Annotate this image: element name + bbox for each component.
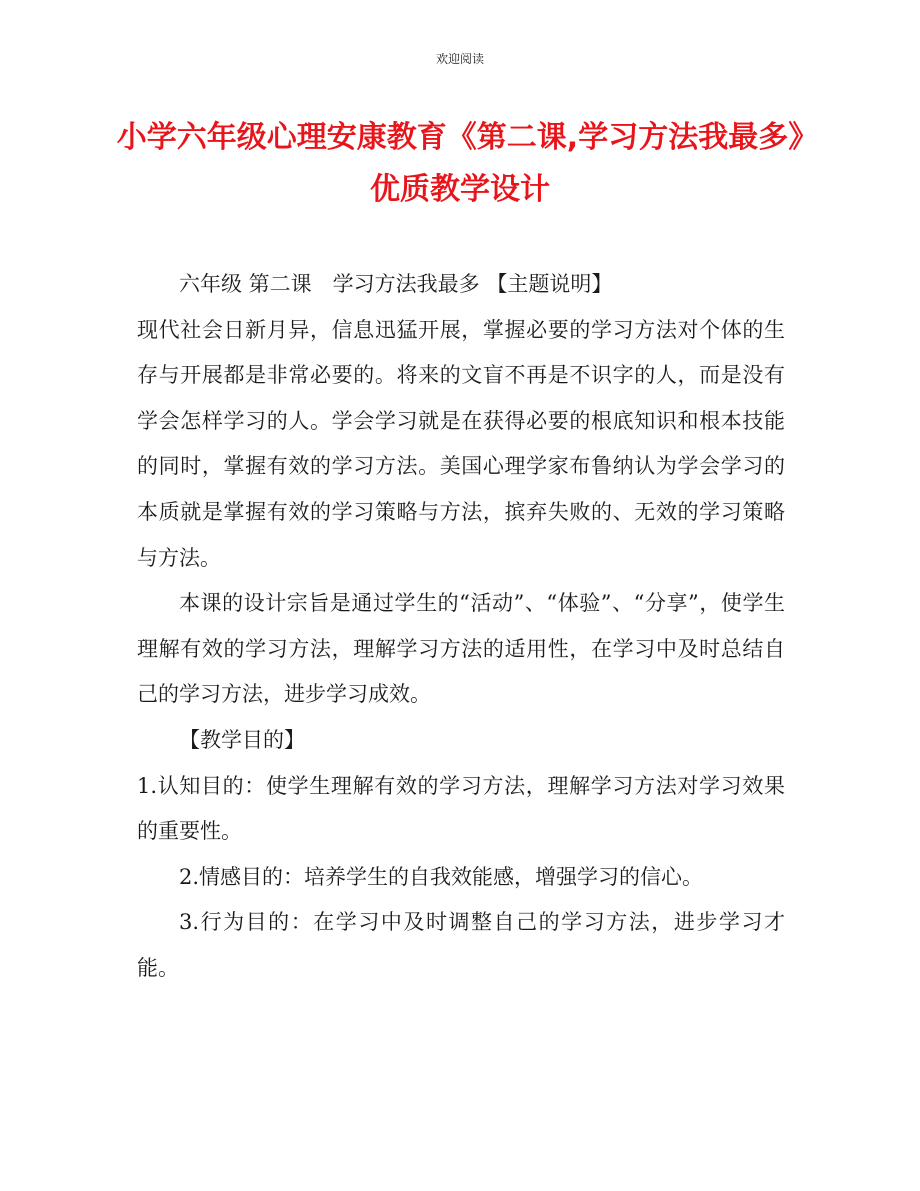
- theme-description-paragraph: 现代社会日新月异，信息迅猛开展，掌握必要的学习方法对个体的生存与开展都是非常必要的。将来的文盲不再是不识字的人，而是没有学会怎样学习的人。学会学习就是在获得必要的根底知识和根本技能的同时，掌握有效的学习方法。美国心理学家布鲁纳认为学会学习的本质就是掌握有效的学习策略与方法，摈弃失败的、无效的学习策略与方法。: [137, 317, 785, 570]
- document-title: 小学六年级心理安康教育《第二课,学习方法我最多》优质教学设计: [116, 120, 804, 207]
- design-purpose-paragraph: 本课的设计宗旨是通过学生的“活动”、“体验”、“分享”，使学生理解有效的学习方法，理解学习方法的适用性，在学习中及时总结自己的学习方法，进步学习成效。: [137, 591, 785, 707]
- header-note: 欢迎阅读: [435, 52, 484, 66]
- goal-cognitive: 1.认知目的：使学生理解有效的学习方法，理解学习方法对学习效果的重要性。: [137, 773, 785, 844]
- goal-behavioral: 3.行为目的：在学习中及时调整自己的学习方法，进步学习才能。: [137, 910, 785, 980]
- lesson-heading: 六年级 第二课 学习方法我最多 【主题说明】: [179, 272, 613, 296]
- document-body: [137, 262, 785, 992]
- teaching-goals-heading: 【教学目的】: [179, 727, 305, 752]
- goal-emotional: 2.情感目的：培养学生的自我效能感，增强学习的信心。: [179, 864, 704, 889]
